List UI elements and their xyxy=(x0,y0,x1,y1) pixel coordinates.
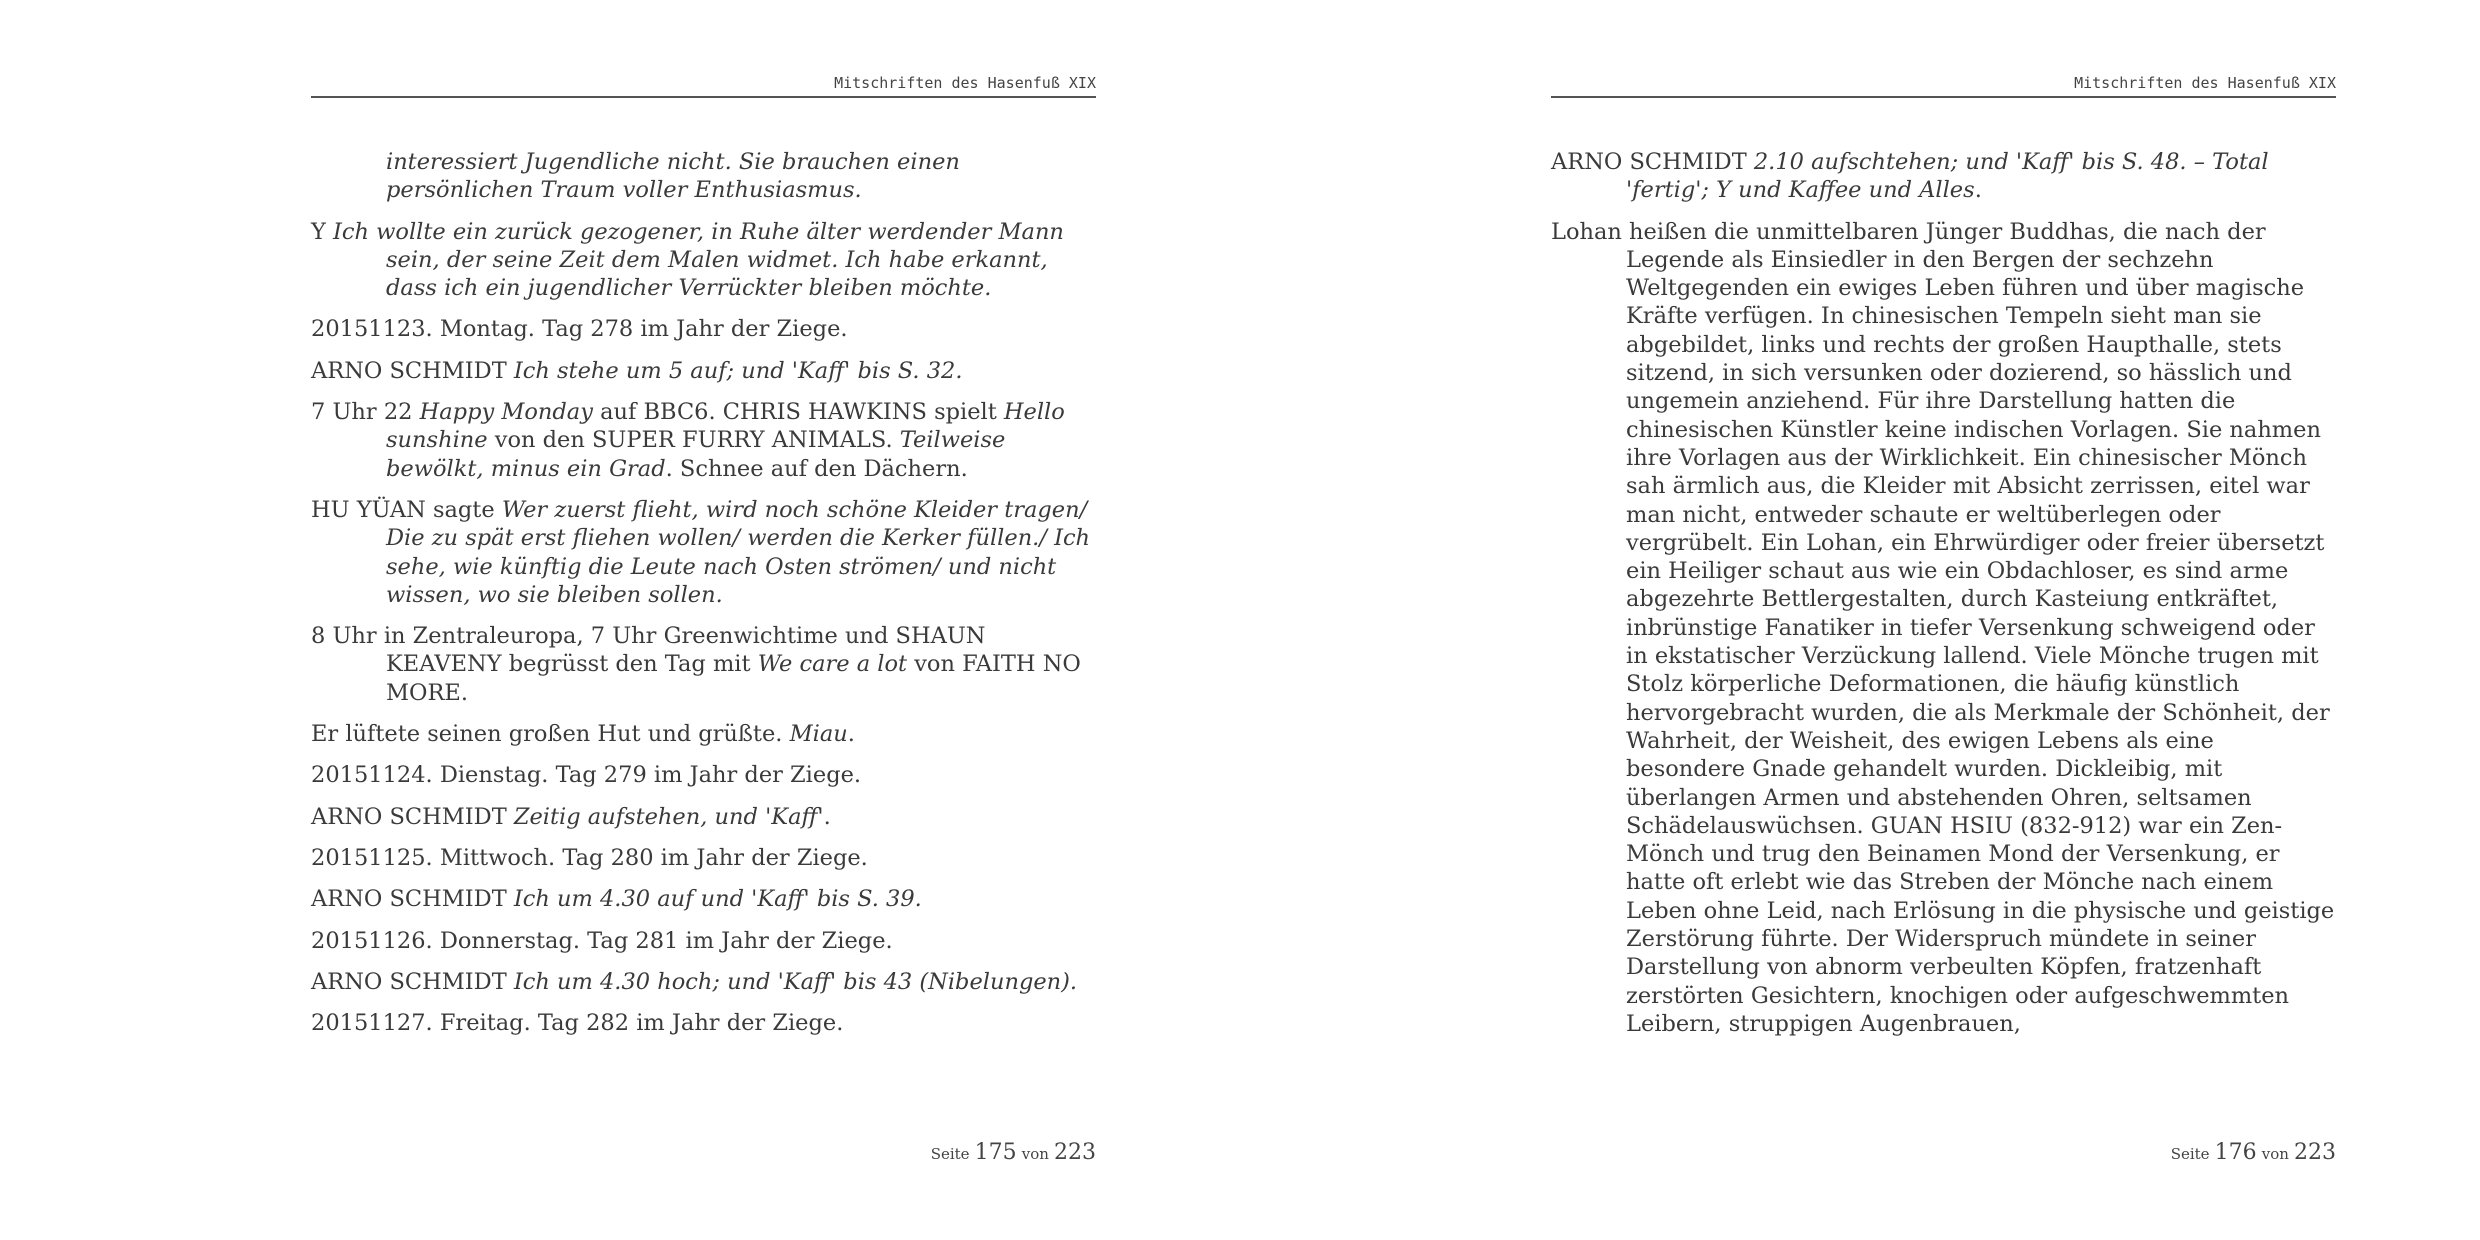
body-paragraph xyxy=(311,844,1096,872)
text-run: 20151127. Freitag. Tag 282 im Jahr der Ziege. xyxy=(311,1010,844,1037)
text-run: . xyxy=(1974,177,1982,204)
body-paragraph xyxy=(311,357,1096,385)
text-run: 20151123. Montag. Tag 278 im Jahr der Ziege. xyxy=(311,316,848,343)
italic-run: Happy Monday xyxy=(419,399,593,426)
italic-run: 2.10 aufschtehen; und 'Kaff' bis S. 48. – Total 'fertig'; Y und Kaffee und Alles xyxy=(1626,149,2269,204)
footer-von-label: von xyxy=(1021,1145,1049,1163)
body-paragraph xyxy=(311,885,1096,913)
text-run: . xyxy=(847,721,855,748)
text-run: . xyxy=(823,803,831,830)
body-paragraph xyxy=(311,622,1096,707)
italic-run: Miau xyxy=(789,721,848,748)
text-run: . Schnee auf den Dächern. xyxy=(665,455,968,482)
right-page-body xyxy=(1551,148,2336,1051)
italic-run: Ich um 4.30 auf und 'Kaff' bis S. 39. xyxy=(513,886,922,913)
body-paragraph xyxy=(311,218,1096,303)
text-run: Y xyxy=(311,218,334,245)
text-run: 20151124. Dienstag. Tag 279 im Jahr der Ziege. xyxy=(311,762,862,789)
text-run: 7 Uhr 22 xyxy=(311,399,420,426)
body-paragraph xyxy=(311,148,1096,205)
footer-seite-label: Seite xyxy=(930,1145,970,1163)
page-footer xyxy=(931,1140,1096,1165)
italic-run: Zeitig aufstehen, und 'Kaff' xyxy=(513,803,824,830)
text-run: ARNO SCHMIDT xyxy=(311,357,514,384)
header-rule xyxy=(1551,96,2336,98)
running-header: Mitschriften des Hasenfuß XIX xyxy=(834,74,1096,92)
body-paragraph xyxy=(311,398,1096,483)
left-page xyxy=(311,0,1096,1240)
text-run: HU YÜAN sagte xyxy=(311,496,502,523)
text-run: ARNO SCHMIDT xyxy=(311,886,514,913)
text-run: ARNO SCHMIDT xyxy=(311,968,514,995)
body-paragraph xyxy=(1551,218,2336,1039)
italic-run: Ich stehe um 5 auf; und 'Kaff' bis S. 32. xyxy=(513,357,963,384)
footer-page-number: 175 xyxy=(974,1140,1017,1165)
italic-run: interessiert Jugendliche nicht. Sie brauchen einen persönlichen Traum voller Enthusiasmus. xyxy=(386,149,960,204)
italic-run: Teilweise bewölkt, minus ein Grad xyxy=(386,427,1006,482)
body-paragraph xyxy=(311,496,1096,609)
italic-run: Wer zuerst flieht, wird noch schöne Kleider tragen/ Die zu spät erst fliehen wollen/ werden die Kerker füllen./ Ich sehe, wie künftig die Leute nach Osten strömen/ und nicht wissen, wo sie bleiben sollen. xyxy=(386,496,1091,608)
text-run: Lohan heißen die unmittelbaren Jünger Buddhas, die nach der Legende als Einsiedler in den Bergen der sechzehn Weltgegenden ein ewiges Leben führen und über magische Kräfte verfügen. In chinesischen Tempeln sieht man sie abgebildet, links und rechts der großen Haupthalle, stets sitzend, in sich versunken oder dozierend, so hässlich und ungemein anziehend. Für ihre Darstellung hatten die chinesischen Künstler keine indischen Vorlagen. Sie nahmen ihre Vorlagen aus der Wirklichkeit. Ein chinesischer Mönch sah ärmlich aus, die Kleider mit Absicht zerrissen, eitel war man nicht, entweder schaute er weltüberlegen oder vergrübelt. Ein Lohan, ein Ehrwürdiger oder freier übersetzt ein Heiliger schaut aus wie ein Obdachloser, es sind arme abgezehrte Bettlergestalten, durch Kasteiung entkräftet, inbrünstige Fanatiker in tiefer Versenkung schweigend oder in ekstatischer Verzückung lallend. Viele Mönche trugen mit Stolz körperliche Deformationen, die häufig künstlich hervorgebracht wurden, die als Merkmale der Schönheit, der Wahrheit, der Weisheit, des ewigen Lebens als eine besondere Gnade gehandelt wurden. Dickleibig, mit überlangen Armen und abstehenden Ohren, seltsamen Schädelauswüchsen. GUAN HSIU (832-912) war ein Zen-Mönch und trug den Beinamen Mond der Versenkung, er hatte oft erlebt wie das Streben der Mönche nach einem Leben ohne Leid, nach Erlösung in die physische und geistige Zerstörung führte. Der Widerspruch mündete in seiner Darstellung von abnorm verbeulten Köpfen, fratzenhaft zerstörten Gesichtern, knochigen oder aufgeschwemmten Leibern, struppigen Augenbrauen, xyxy=(1551,218,2335,1037)
footer-page-total: 223 xyxy=(1054,1140,1096,1165)
text-run: ARNO SCHMIDT xyxy=(311,803,514,830)
body-paragraph xyxy=(311,968,1096,996)
text-run: 20151126. Donnerstag. Tag 281 im Jahr der Ziege. xyxy=(311,927,893,954)
text-run: auf BBC6. CHRIS HAWKINS spielt xyxy=(592,399,1004,426)
text-run: ARNO SCHMIDT xyxy=(1551,149,1754,175)
footer-seite-label: Seite xyxy=(2170,1145,2210,1163)
body-paragraph xyxy=(311,1009,1096,1037)
text-run: Er lüftete seinen großen Hut und grüßte. xyxy=(311,721,790,748)
footer-von-label: von xyxy=(2261,1145,2289,1163)
body-paragraph xyxy=(311,927,1096,955)
body-paragraph xyxy=(311,803,1096,831)
page-footer xyxy=(2171,1140,2336,1165)
body-paragraph xyxy=(311,761,1096,789)
body-paragraph xyxy=(311,720,1096,748)
italic-run: Ich wollte ein zurück gezogener, in Ruhe älter werdender Mann sein, der seine Zeit dem Malen widmet. Ich habe erkannt, dass ich ein jugendlicher Verrückter bleiben möchte. xyxy=(333,218,1064,302)
body-paragraph xyxy=(1551,148,2336,205)
text-run: 8 Uhr in Zentraleuropa, 7 Uhr Greenwichtime und SHAUN KEAVENY begrüsst den Tag mit xyxy=(311,623,986,678)
text-run: von FAITH NO MORE. xyxy=(386,651,1081,706)
text-run: von den SUPER FURRY ANIMALS. xyxy=(487,427,900,454)
italic-run: We care a lot xyxy=(757,651,908,678)
italic-run: Hello sunshine xyxy=(386,399,1065,454)
right-page xyxy=(1551,0,2336,1240)
header-rule xyxy=(311,96,1096,98)
text-run: 20151125. Mittwoch. Tag 280 im Jahr der Ziege. xyxy=(311,844,868,871)
footer-page-total: 223 xyxy=(2294,1140,2336,1165)
left-page-body xyxy=(311,148,1096,1050)
body-paragraph xyxy=(311,315,1096,343)
italic-run: Ich um 4.30 hoch; und 'Kaff' bis 43 (Nibelungen). xyxy=(513,968,1078,995)
running-header: Mitschriften des Hasenfuß XIX xyxy=(2074,74,2336,92)
footer-page-number: 176 xyxy=(2214,1140,2257,1165)
